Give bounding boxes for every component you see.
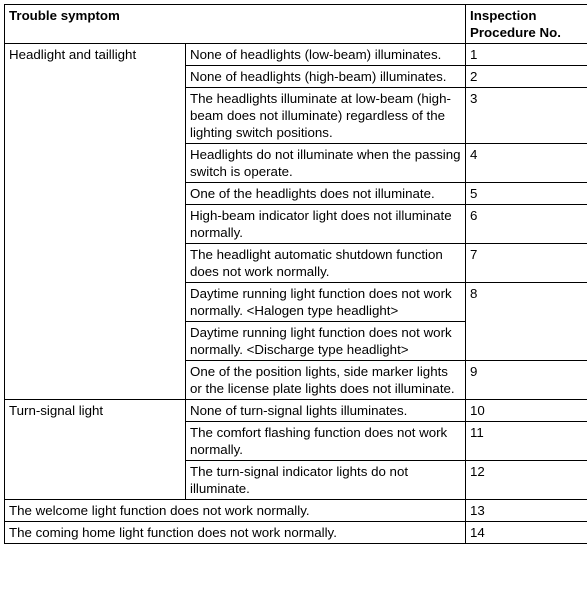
group-headlight-taillight: Headlight and taillight (5, 44, 186, 400)
procedure-cell: 7 (466, 244, 587, 283)
procedure-cell: 14 (466, 522, 587, 544)
procedure-cell: 2 (466, 66, 587, 88)
procedure-cell: 3 (466, 88, 587, 144)
symptom-cell: The headlight automatic shutdown function does not work normally. (186, 244, 466, 283)
procedure-cell: 10 (466, 400, 587, 422)
symptom-cell: None of headlights (high-beam) illuminates. (186, 66, 466, 88)
symptom-cell: The headlights illuminate at low-beam (high-beam does not illuminate) regardless of the lighting switch positions. (186, 88, 466, 144)
procedure-cell: 1 (466, 44, 587, 66)
table-row (5, 44, 587, 66)
symptom-cell: The welcome light function does not work normally. (5, 500, 466, 522)
procedure-cell: 13 (466, 500, 587, 522)
symptom-cell: One of the headlights does not illuminate. (186, 183, 466, 205)
header-row (5, 5, 587, 44)
symptom-cell: The comfort flashing function does not work normally. (186, 422, 466, 461)
symptom-cell: High-beam indicator light does not illuminate normally. (186, 205, 466, 244)
header-trouble-symptom: Trouble symptom (5, 5, 466, 44)
group-turn-signal-light: Turn-signal light (5, 400, 186, 500)
procedure-cell: 6 (466, 205, 587, 244)
symptom-cell: The turn-signal indicator lights do not illuminate. (186, 461, 466, 500)
trouble-symptom-table (4, 4, 587, 544)
table-row (5, 522, 587, 544)
procedure-cell: 9 (466, 361, 587, 400)
symptom-cell: None of headlights (low-beam) illuminates. (186, 44, 466, 66)
header-inspection-procedure: Inspection Procedure No. (466, 5, 587, 44)
procedure-cell: 5 (466, 183, 587, 205)
symptom-cell: Daytime running light function does not work normally. <Discharge type headlight> (186, 322, 466, 361)
symptom-cell: None of turn-signal lights illuminates. (186, 400, 466, 422)
symptom-cell: Daytime running light function does not work normally. <Halogen type headlight> (186, 283, 466, 322)
procedure-cell: 4 (466, 144, 587, 183)
procedure-cell: 8 (466, 283, 587, 361)
procedure-cell: 11 (466, 422, 587, 461)
symptom-cell: The coming home light function does not work normally. (5, 522, 466, 544)
symptom-cell: Headlights do not illuminate when the passing switch is operate. (186, 144, 466, 183)
table-row (5, 500, 587, 522)
table-row (5, 400, 587, 422)
symptom-cell: One of the position lights, side marker lights or the license plate lights does not illuminate. (186, 361, 466, 400)
procedure-cell: 12 (466, 461, 587, 500)
